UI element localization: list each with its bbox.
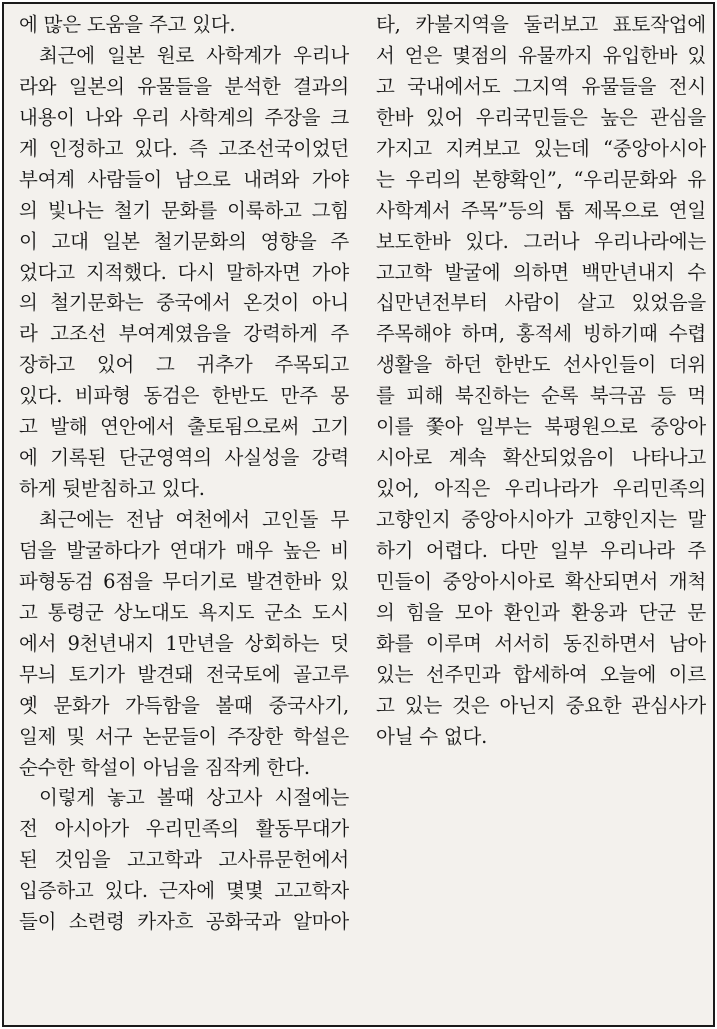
- text-line: 보도한바 있다. 그러나 우리나라에는: [376, 229, 706, 253]
- text-line: 시아로 계속 확산되었음이 나타나고: [376, 446, 706, 470]
- text-line: 있다. 비파형 동검은 한반도 만주 몽: [19, 384, 349, 408]
- text-line: 있는 선주민과 합세하여 오늘에 이르: [376, 662, 706, 686]
- text-line: 입증하고 있다. 근자에 몇몇 고고학자: [19, 879, 349, 903]
- text-line: 옛 문화가 가득함을 볼때 중국사기,: [19, 693, 349, 717]
- text-line: 게 인정하고 있다. 즉 고조선국이었던: [19, 136, 349, 160]
- text-line: 주목해야 하며, 홍적세 빙하기때 수렵: [376, 322, 706, 346]
- text-line: 아닐 수 없다.: [376, 724, 488, 748]
- text-line: 고고학 발굴에 의하면 백만년내지 수: [376, 260, 706, 284]
- text-line: 라 고조선 부여계였음을 강력하게 주: [19, 322, 349, 346]
- text-line: 의 힘을 모아 환인과 환웅과 단군 문: [376, 600, 706, 624]
- text-line: 십만년전부터 사람이 살고 있었음을: [376, 291, 706, 315]
- text-line: 생활을 하던 한반도 선사인들이 더위: [376, 353, 706, 377]
- text-line: 라와 일본의 유물들을 분석한 결과의: [19, 74, 349, 98]
- text-line: 는 우리의 본향확인”, “우리문화와 유: [376, 167, 706, 191]
- text-line: 무늬 토기가 발견돼 전국토에 골고루: [19, 662, 349, 686]
- text-line: 덤을 발굴하다가 연대가 매우 높은 비: [19, 538, 349, 562]
- text-line: 이 고대 일본 철기문화의 영향을 주: [19, 229, 349, 253]
- text-line: 고 발해 연안에서 출토됨으로써 고기: [19, 415, 349, 439]
- text-line: 를 피해 북진하는 순록 북극곰 등 먹: [376, 384, 706, 408]
- text-line: 한바 있어 우리국민들은 높은 관심을: [376, 105, 706, 129]
- text-line: 최근에는 전남 여천에서 고인돌 무: [39, 508, 349, 531]
- text-line: 이렇게 놓고 볼때 상고사 시절에는: [39, 786, 349, 810]
- text-line: 장하고 있어 그 귀추가 주목되고: [19, 353, 349, 377]
- text-line: 고 국내에서도 그지역 유물들을 전시: [376, 74, 706, 98]
- text-line: 서 얻은 몇점의 유물까지 유입한바 있: [376, 43, 706, 67]
- left-text-column: [19, 10, 349, 938]
- text-line: 화를 이루며 서서히 동진하면서 남아: [376, 631, 706, 655]
- text-line: 순수한 학설이 아님을 짐작케 한다.: [19, 755, 310, 779]
- text-line: 에 많은 도움을 주고 있다.: [19, 13, 236, 36]
- text-line: 에서 9천년내지 1만년을 상회하는 덧: [19, 631, 349, 655]
- text-line: 전 아시아가 우리민족의 활동무대가: [19, 817, 349, 841]
- text-line: 최근에 일본 원로 사학계가 우리나: [39, 43, 349, 67]
- text-line: 된 것임을 고고학과 고사류문헌에서: [19, 848, 349, 872]
- text-line: 들이 소련령 카자흐 공화국과 알마아: [19, 910, 349, 934]
- text-line: 이를 쫓아 일부는 북평원으로 중앙아: [376, 415, 706, 439]
- text-line: 하게 뒷받침하고 있다.: [19, 477, 205, 501]
- text-line: 일제 및 서구 논문들이 주장한 학설은: [19, 724, 349, 748]
- document-page: [2, 2, 715, 1027]
- text-line: 에 기록된 단군영역의 사실성을 강력: [19, 446, 349, 470]
- text-line: 고 통령군 상노대도 욕지도 군소 도시: [19, 600, 349, 624]
- text-line: 부여계 사람들이 남으로 내려와 가야: [19, 167, 349, 191]
- text-line: 내용이 나와 우리 사학계의 주장을 크: [19, 105, 349, 129]
- text-line: 파형동검 6점을 무더기로 발견한바 있: [19, 569, 349, 593]
- text-line: 타, 카불지역을 둘러보고 표토작업에: [376, 13, 706, 36]
- text-line: 의 빛나는 철기 문화를 이룩하고 그힘: [19, 198, 349, 222]
- text-line: 있어, 아직은 우리나라가 우리민족의: [376, 477, 706, 501]
- text-line: 고 있는 것은 아닌지 중요한 관심사가: [376, 693, 706, 717]
- text-line: 사학계서 주목”등의 톱 제목으로 연일: [376, 198, 706, 222]
- text-line: 의 철기문화는 중국에서 온것이 아니: [19, 291, 349, 315]
- right-text-column: [376, 10, 706, 753]
- text-line: 하기 어렵다. 다만 일부 우리나라 주: [376, 538, 706, 562]
- text-line: 가지고 지켜보고 있는데 “중앙아시아: [376, 136, 706, 160]
- text-line: 고향인지 중앙아시아가 고향인지는 말: [376, 508, 706, 531]
- text-line: 민들이 중앙아시아로 확산되면서 개척: [376, 569, 706, 593]
- text-line: 었다고 지적했다. 다시 말하자면 가야: [19, 260, 349, 284]
